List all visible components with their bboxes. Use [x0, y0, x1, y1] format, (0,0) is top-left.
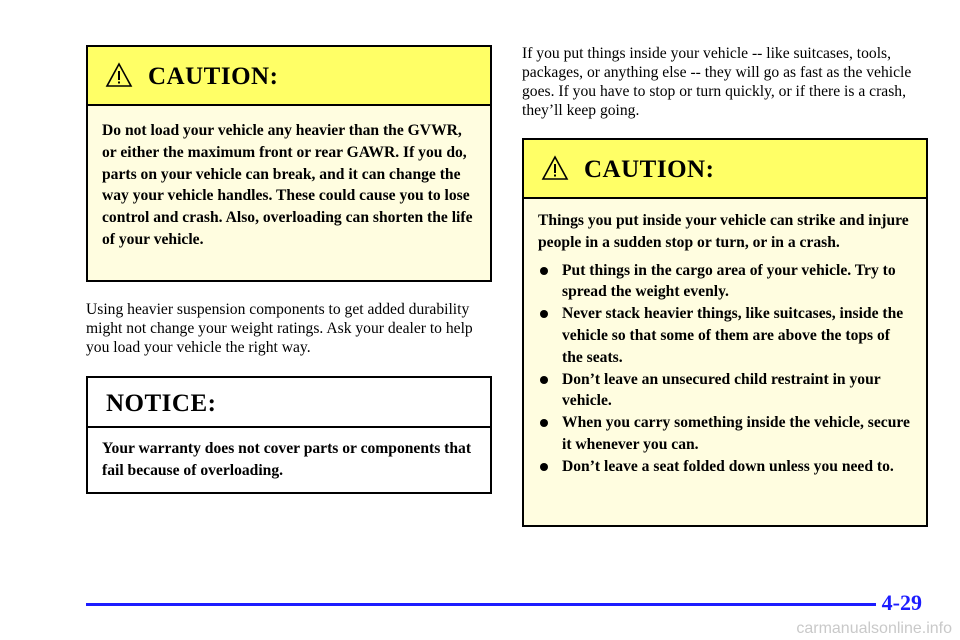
body-paragraph-right: If you put things inside your vehicle -- like suitcases, tools, packages, or anything else -- they will go as fast as the vehicle goes. If you have to stop or turn quickly, or if there is a crash, they’ll keep going.	[522, 45, 912, 119]
bullet-icon	[540, 419, 548, 427]
caution-body-2	[524, 199, 926, 478]
caution-body-1: Do not load your vehicle any heavier than the GVWR, or either the maximum front or rear GAWR. If you do, parts on your vehicle can break, and it can change the way your vehicle handles. These could cause you to lose control and crash. Also, overloading can shorten the life of your vehicle.	[102, 122, 473, 248]
caution-box-1	[86, 45, 492, 282]
list-item	[538, 260, 912, 304]
notice-box	[86, 376, 492, 494]
list-item-text: Put things in the cargo area of your vehicle. Try to spread the weight evenly.	[562, 261, 896, 301]
caution-intro-2: Things you put inside your vehicle can strike and injure people in a sudden stop or turn, or in a crash.	[538, 212, 909, 251]
notice-header	[88, 378, 490, 428]
body-paragraph-left: Using heavier suspension components to get added durability might not change your weight ratings. Ask your dealer to help you load your vehicle the right way.	[86, 301, 473, 356]
caution-header-2	[524, 140, 926, 199]
list-item	[538, 303, 912, 368]
warning-triangle-icon	[105, 62, 133, 88]
list-item	[538, 412, 912, 456]
notice-body: Your warranty does not cover parts or components that fail because of overloading.	[102, 440, 472, 479]
list-item-text: Don’t leave a seat folded down unless you need to.	[562, 457, 894, 475]
list-item	[538, 456, 912, 478]
footer-rule	[86, 603, 876, 606]
list-item-text: Never stack heavier things, like suitcases, inside the vehicle so that some of them are above the tops of the seats.	[562, 305, 904, 366]
caution-heading-1: CAUTION:	[148, 63, 279, 90]
bullet-icon	[540, 267, 548, 275]
bullet-icon	[540, 310, 548, 318]
bullet-icon	[540, 376, 548, 384]
caution-bullet-list	[538, 260, 912, 478]
list-item-text: Don’t leave an unsecured child restraint in your vehicle.	[562, 370, 881, 410]
caution-heading-2: CAUTION:	[584, 156, 715, 183]
list-item	[538, 369, 912, 413]
caution-box-2	[522, 138, 928, 527]
notice-heading: NOTICE:	[106, 390, 217, 417]
page-number: 4-29	[881, 590, 922, 615]
bullet-icon	[540, 463, 548, 471]
list-item-text: When you carry something inside the vehicle, secure it whenever you can.	[562, 414, 910, 453]
caution-header-1	[88, 47, 490, 106]
watermark: carmanualsonline.info	[796, 620, 952, 637]
warning-triangle-icon	[541, 155, 569, 181]
